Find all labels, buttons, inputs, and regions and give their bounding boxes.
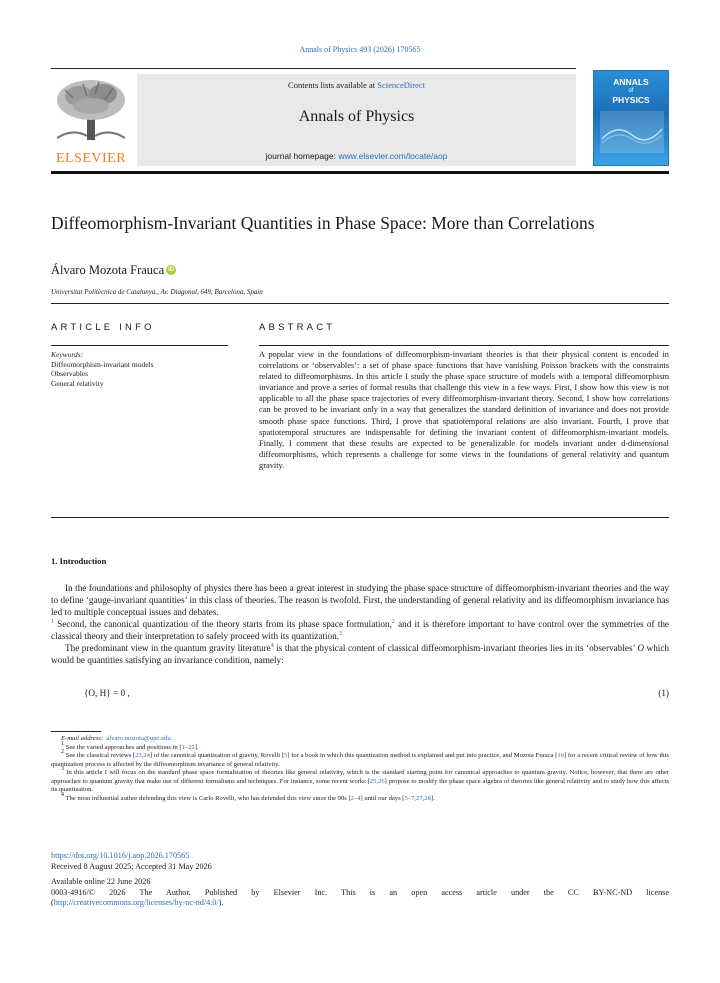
cover-title-of: of <box>628 88 634 94</box>
homepage-line <box>137 151 576 161</box>
citation-link[interactable]: 2–4 <box>350 794 361 802</box>
contents-prefix: Contents lists available at <box>288 80 378 90</box>
intro-text: which would be quantities satisfying an invariance condition, namely: <box>51 643 670 665</box>
footnote-ref-1[interactable]: 1 <box>51 619 54 625</box>
masthead-top-rule <box>51 68 576 69</box>
license-paren: ( <box>51 898 54 907</box>
keyword-item: Observables <box>51 369 89 378</box>
footnote-text: ] of the canonical quantization of gravity, Rovelli [ <box>149 752 285 759</box>
keywords-heading: Keywords: <box>51 350 84 359</box>
footnote-4 <box>51 791 669 804</box>
journal-cover-thumbnail[interactable] <box>593 70 669 166</box>
abstract-heading: ABSTRACT <box>259 322 336 333</box>
cover-title <box>594 78 668 105</box>
footnote-text: ]. <box>430 794 435 802</box>
citation-link[interactable]: 1–22 <box>181 743 195 751</box>
footnote-ref-2[interactable]: 2 <box>391 619 395 625</box>
abstract-rule <box>259 345 669 346</box>
footnote-text: See the classical reviews [ <box>64 752 136 759</box>
footnotes <box>51 735 669 803</box>
intro-text: In the foundations and philosophy of physics there has been a great interest in studying the phase space structure of diffeomorphism-invariant theories and the way to define ‘gauge-invariant quantities’ in this class of theories. The reason is twofold. First, the understanding of general relativity and its diffeomorphism invariance has led to multiple conceptual issues and debates. <box>51 583 669 617</box>
footnote-number: 2 <box>61 749 64 755</box>
abstract-text: A popular view in the foundations of diffeomorphism-invariant theories is that their physical content is encoded in correlations or ‘observables’: a set of phase space functions that have vanishing Poisson brackets with the constraints related to diffeomorphisms. In this article I study the phase space structure of models with a temporal diffeomorphism invariance and prove a series of formal results that challenge this view in a few ways. First, I show how this view is not applicable to all the phase space trajectories of every diffeomorphism-invariant theory. Second, I show how correlations can be proved to be invariant only in a way that generalizes the standard definition of invariance and does not provide smooth phase space functions. Third, I prove that spatiotemporal relations are also invariant. Fourth, I prove that spatiotemporal structures are indispensable for defining the invariant content of diffeomorphism-invariant models. Finally, I comment that these results are expected to be generalizable for models invariant under d-dimensional diffeomorphisms, which represents a challenge for some views in the foundations of general relativity and quantum gravity. <box>259 350 669 470</box>
observable-symbol: O <box>637 643 645 653</box>
elsevier-logo[interactable] <box>51 74 131 166</box>
license-paren: ). <box>218 898 224 907</box>
cover-title-annals: ANNALS <box>613 77 649 87</box>
cover-title-physics: PHYSICS <box>612 95 650 105</box>
footnote-number: 4 <box>61 791 64 798</box>
masthead <box>51 68 669 166</box>
footnote-ref-3[interactable]: 3 <box>339 631 343 637</box>
article-title: Diffeomorphism-Invariant Quantities in Phase Space: More than Correlations <box>51 213 595 233</box>
footnote-text: ] until our days [ <box>360 794 405 802</box>
footnote-text: See the varied approaches and positions in [ <box>64 743 182 751</box>
footnote-number: 3 <box>61 766 64 772</box>
homepage-link[interactable]: www.elsevier.com/locate/aop <box>338 151 448 161</box>
footnote-text: ] propose to modify the phase space algebra of theories like general relativity and to study how this affects its quantization. <box>51 777 669 793</box>
contents-line <box>137 80 576 90</box>
homepage-prefix: journal homepage: <box>265 151 339 161</box>
intro-text: Second, the canonical quantization of the theory starts from its phase space formulation, <box>54 619 392 629</box>
equation-number: (1) <box>658 688 669 698</box>
article-info-rule <box>51 345 228 346</box>
footnote-ref-4[interactable]: 4 <box>270 643 274 649</box>
footnote-text: In this article I will focus on the standard phase space formalization of theories like general relativity, which is the standard starting point for canonical approaches to quantum gravity. Notice, however, that there are other approaches to quantum gravity that make use of different formalisms and techniques. For instance, some recent works [ <box>51 769 669 785</box>
elsevier-tree-icon <box>53 78 129 142</box>
intro-paragraph-2 <box>51 642 669 666</box>
online-date: Available online 22 June 2026 <box>51 877 151 886</box>
article-info-heading: ARTICLE INFO <box>51 322 155 333</box>
intro-text: is that the physical content of classical diffeomorphism-invariant theories lies in its ‘observables’ <box>273 643 638 653</box>
footnote-1 <box>51 740 669 753</box>
sciencedirect-link[interactable]: ScienceDirect <box>377 80 425 90</box>
footnote-text: ] for a book in which this quantization method is explained and put into practice, and Mozota Frauca [ <box>287 752 558 759</box>
footnote-2 <box>51 749 670 769</box>
citation-link[interactable]: 23,24 <box>135 752 150 759</box>
keyword-item: General relativity <box>51 378 104 388</box>
intro-text: and it is therefore important to have control over the symmetries of the classical theory and their interpretation to safely proceed with its quantization. <box>51 619 669 641</box>
intro-paragraph-1 <box>51 582 669 642</box>
equation-body: {O, H} = 0 , <box>84 688 130 698</box>
email-link[interactable]: alvaro.mozota@upc.edu. <box>106 735 173 742</box>
citation-link[interactable]: 5 <box>284 752 288 759</box>
keywords-block <box>51 350 228 388</box>
footnote-text: The most influential author defending this view is Carlo Rovelli, who has defended this view since the 90s [ <box>64 794 351 802</box>
author-name[interactable]: Álvaro Mozota Frauca <box>51 263 165 277</box>
doi-link[interactable]: https://doi.org/10.1016/j.aop.2026.170565 <box>51 851 190 860</box>
orcid-icon[interactable]: iD <box>168 267 175 273</box>
author-line <box>51 263 176 278</box>
cover-wave-icon <box>602 119 662 147</box>
author-affiliation: Universitat Politècnica de Catalunya., Av. Diagonal, 649, Barcelona, Spain <box>51 288 263 296</box>
footnote-number: 1 <box>61 740 64 747</box>
citation-link[interactable]: 16 <box>557 752 564 759</box>
keyword-item: Diffeomorphism-invariant models <box>51 359 154 369</box>
introduction-body <box>51 582 669 666</box>
received-dates: Received 8 August 2025; Accepted 31 May 2026 <box>51 861 212 871</box>
section-heading-introduction: 1. Introduction <box>51 556 107 566</box>
elsevier-wordmark: ELSEVIER <box>55 151 127 166</box>
publication-info <box>51 851 669 909</box>
license-url-line <box>51 898 669 909</box>
abstract-divider <box>51 517 669 518</box>
intro-text: The predominant view in the quantum gravity literature <box>65 643 271 653</box>
footnote-text: ]. <box>194 743 199 751</box>
footnote-text: ] for a recent critical review of how this quantization process is affected by the diffeomorphism invariance of general relativity. <box>51 752 670 768</box>
license-link[interactable]: http://creativecommons.org/licenses/by-nc-nd/4.0/ <box>53 898 219 907</box>
journal-reference[interactable]: Annals of Physics 493 (2026) 170565 <box>299 45 421 54</box>
title-divider <box>51 303 669 304</box>
citation-link[interactable]: 25,26 <box>369 777 385 785</box>
email-footnote <box>51 735 669 744</box>
citation-link[interactable]: 5–7,27,28 <box>404 794 431 802</box>
journal-title: Annals of Physics <box>298 108 415 125</box>
footnote-3 <box>51 766 669 795</box>
license-statement: 0003-4916/© 2026 The Author. Published by Elsevier Inc. This is an open access article under the CC BY-NC-ND license <box>51 887 669 897</box>
email-label: E-mail address: <box>61 735 104 742</box>
masthead-center-panel <box>137 74 576 166</box>
masthead-bottom-rule <box>51 171 669 174</box>
footnote-rule <box>51 731 101 732</box>
